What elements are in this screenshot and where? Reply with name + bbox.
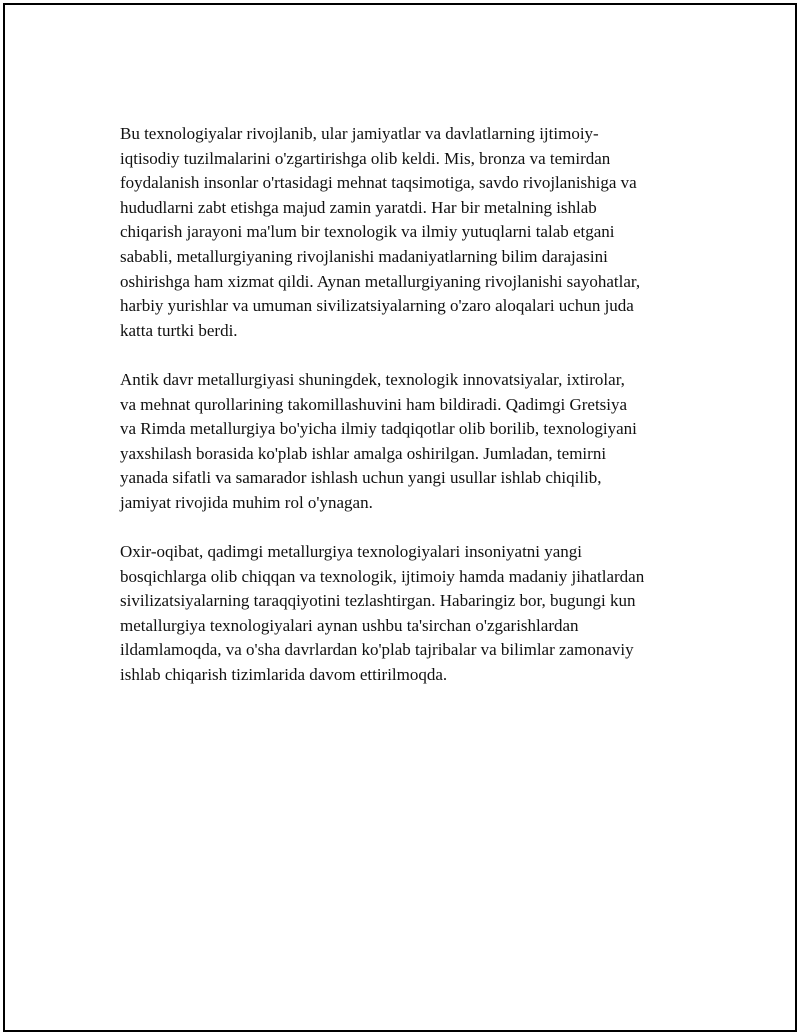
text-line: Bu texnologiyalar rivojlanib, ular jamiyatlar va davlatlarning ijtimoiy- <box>120 124 599 143</box>
paragraph-1 <box>120 122 692 343</box>
text-line: bosqichlarga olib chiqqan va texnologik, ijtimoiy hamda madaniy jihatlardan <box>120 566 645 586</box>
paragraph-3 <box>120 540 692 688</box>
text-line: chiqarish jarayoni ma'lum bir texnologik va ilmiy yutuqlarni talab etgani <box>120 222 615 242</box>
text-line: hududlarni zabt etishga majud zamin yaratdi. Har bir metalning ishlab <box>120 197 597 217</box>
text-line: harbiy yurishlar va umuman sivilizatsiyalarning o'zaro aloqalari uchun juda <box>120 296 634 316</box>
text-line: sivilizatsiyalarning taraqqiyotini tezlashtirgan. Habaringiz bor, bugungi kun <box>120 591 636 611</box>
text-line: metallurgiya texnologiyalari aynan ushbu ta'sirchan o'zgarishlardan <box>120 615 579 635</box>
text-line: oshirishga ham xizmat qildi. Aynan metallurgiyaning rivojlanishi sayohatlar, <box>120 271 641 291</box>
text-line: va Rimda metallurgiya bo'yicha ilmiy tadqiqotlar olib borilib, texnologiyani <box>120 419 637 439</box>
text-line: Oxir-oqibat, qadimgi metallurgiya texnologiyalari insoniyatni yangi <box>120 542 583 562</box>
paragraph-2 <box>120 368 692 516</box>
text-line: jamiyat rivojida muhim rol o'ynagan. <box>120 492 373 512</box>
text-line: katta turtki berdi. <box>120 320 238 340</box>
text-line: sababli, metallurgiyaning rivojlanishi madaniyatlarning bilim darajasini <box>120 246 608 266</box>
text-line: foydalanish insonlar o'rtasidagi mehnat taqsimotiga, savdo rivojlanishiga va <box>120 173 637 193</box>
text-line: Antik davr metallurgiyasi shuningdek, texnologik innovatsiyalar, ixtirolar, <box>120 369 625 389</box>
text-line: ishlab chiqarish tizimlarida davom ettirilmoqda. <box>120 665 448 685</box>
document-page <box>3 3 797 1032</box>
text-line: ildamlamoqda, va o'sha davrlardan ko'plab tajribalar va bilimlar zamonaviy <box>120 640 634 660</box>
text-line: iqtisodiy tuzilmalarini o'zgartirishga olib keldi. Mis, bronza va temirdan <box>120 148 611 168</box>
text-line: yanada sifatli va samarador ishlash uchun yangi usullar ishlab chiqilib, <box>120 468 602 488</box>
text-line: va mehnat qurollarining takomillashuvini ham bildiradi. Qadimgi Gretsiya <box>120 394 628 414</box>
document-body <box>120 122 692 712</box>
text-line: yaxshilash borasida ko'plab ishlar amalga oshirilgan. Jumladan, temirni <box>120 443 607 463</box>
